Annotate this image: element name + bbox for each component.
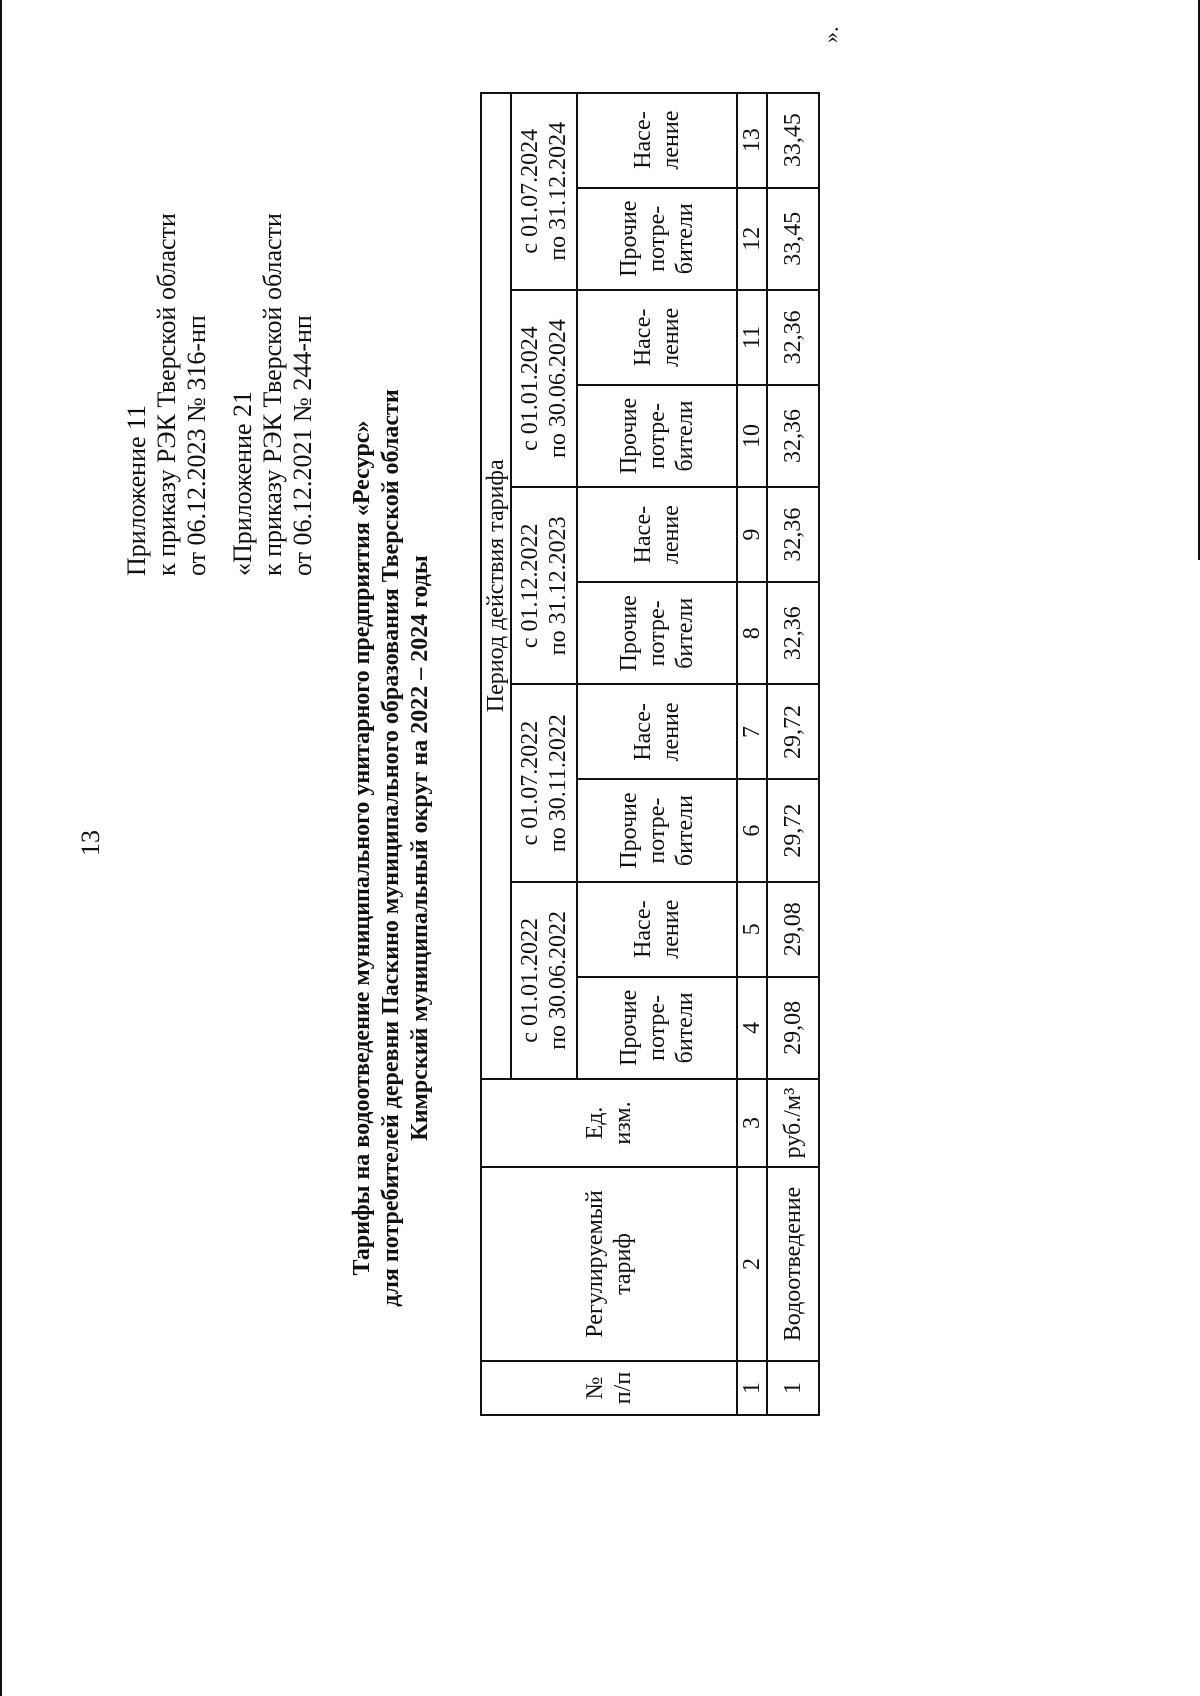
row-unit: руб./м³ [767, 1079, 819, 1167]
colnum-12: 12 [737, 188, 767, 290]
sub-other-2: Прочие потре- бители [577, 779, 737, 881]
column-number-row [737, 93, 767, 1415]
attachment-11-line3: от 06.12.2023 № 316-нп [182, 315, 211, 576]
title-line1: Тарифы на водоотведение муниципального унитарного предприятия «Ресурс» [349, 420, 375, 1276]
colnum-6: 6 [737, 779, 767, 881]
sub-other-5: Прочие потре- бители [577, 188, 737, 290]
header-row-period [481, 93, 511, 1415]
attachment-21-line1: «Приложение 21 [228, 390, 257, 576]
row-tariff: Водоотведение [767, 1167, 819, 1361]
header-tariff: Регулируемый тариф [481, 1167, 737, 1361]
page-number: 13 [76, 830, 105, 856]
header-no: № п/п [481, 1361, 737, 1415]
colnum-3: 3 [737, 1079, 767, 1167]
sub-population-4: Насе- ление [577, 290, 737, 385]
period-1-from: с 01.01.2022 [517, 918, 543, 1043]
row-value-1: 29,08 [767, 977, 819, 1079]
table-row [767, 93, 819, 1415]
row-value-8: 32,36 [767, 290, 819, 385]
attachment-21-line3: от 06.12.2021 № 244-нп [288, 315, 317, 576]
period-2 [511, 684, 577, 881]
period-3-from: с 01.12.2022 [517, 523, 543, 649]
colnum-5: 5 [737, 882, 767, 977]
sub-population-3: Насе- ление [577, 487, 737, 582]
sub-population-5: Насе- ление [577, 93, 737, 188]
header-period: Период действия тарифа [481, 93, 511, 1079]
row-value-7: 32,36 [767, 385, 819, 487]
colnum-9: 9 [737, 487, 767, 582]
row-value-3: 29,72 [767, 779, 819, 881]
sub-other-1: Прочие потре- бители [577, 977, 737, 1079]
period-5 [511, 93, 577, 290]
period-3 [511, 487, 577, 684]
period-4-from: с 01.01.2024 [517, 326, 543, 451]
tariff-table [480, 92, 820, 1416]
colnum-11: 11 [737, 290, 767, 385]
period-1 [511, 882, 577, 1079]
row-value-2: 29,08 [767, 882, 819, 977]
sub-population-1: Насе- ление [577, 882, 737, 977]
period-4-to: по 30.06.2024 [545, 319, 571, 458]
colnum-13: 13 [737, 93, 767, 188]
closing-quote: ». [818, 26, 843, 43]
colnum-8: 8 [737, 582, 767, 684]
sub-population-2: Насе- ление [577, 684, 737, 779]
period-2-from: с 01.07.2022 [517, 720, 543, 846]
attachment-21 [228, 213, 318, 576]
attachment-11-line2: к приказу РЭК Тверской области [152, 213, 181, 576]
colnum-4: 4 [737, 977, 767, 1079]
colnum-10: 10 [737, 385, 767, 487]
row-value-5: 32,36 [767, 582, 819, 684]
row-value-4: 29,72 [767, 684, 819, 779]
colnum-1: 1 [737, 1361, 767, 1415]
colnum-7: 7 [737, 684, 767, 779]
row-value-10: 33,45 [767, 93, 819, 188]
period-4 [511, 290, 577, 487]
attachment-11-line1: Приложение 11 [122, 404, 151, 576]
sub-other-4: Прочие потре- бители [577, 385, 737, 487]
attachment-11 [122, 213, 212, 576]
colnum-2: 2 [737, 1167, 767, 1361]
header-unit: Ед. изм. [481, 1079, 737, 1167]
period-5-to: по 31.12.2024 [545, 121, 571, 261]
row-value-6: 32,36 [767, 487, 819, 582]
row-value-9: 33,45 [767, 188, 819, 290]
period-3-to: по 31.12.2023 [545, 516, 571, 656]
document-title [348, 198, 435, 1498]
title-line2: для потребителей деревни Паскино муниципального образования Тверской области [378, 389, 404, 1307]
attachment-21-line2: к приказу РЭК Тверской области [258, 213, 287, 576]
title-line3: Кимрский муниципальный округ на 2022 – 2024 годы [407, 555, 433, 1141]
period-2-to: по 30.11.2022 [545, 714, 571, 853]
period-5-from: с 01.07.2024 [517, 128, 543, 254]
sub-other-3: Прочие потре- бители [577, 582, 737, 684]
row-no: 1 [767, 1361, 819, 1415]
period-1-to: по 30.06.2022 [545, 910, 571, 1050]
